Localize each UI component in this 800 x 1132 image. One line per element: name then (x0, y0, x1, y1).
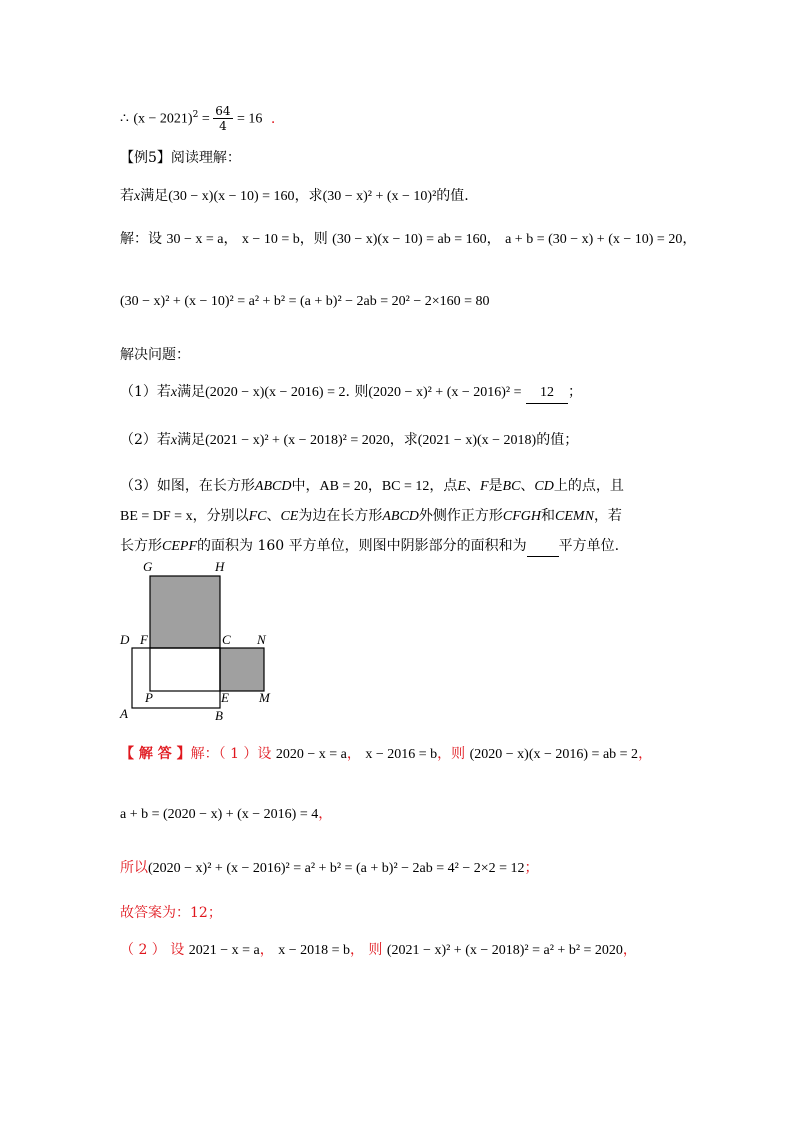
square-cemn-shaded (220, 648, 264, 691)
label-d: D (120, 632, 130, 647)
def-a: 2021 − x = a (188, 943, 260, 958)
problem-statement (120, 186, 469, 207)
text: ， (367, 478, 382, 494)
label-b: B (215, 708, 223, 723)
text: ， 则 (349, 942, 383, 958)
solution-line-2: (30 − x)² + (x − 10)² = a² + b² = (a + b)² − 2ab = 20² − 2×160 = 80 (120, 294, 490, 309)
text: 所以 (120, 860, 148, 876)
text: 满足 (140, 188, 169, 204)
fraction-numerator: 64 (215, 104, 231, 118)
seg-cd: CD (534, 479, 554, 494)
label-g: G (143, 559, 153, 574)
text: ， (486, 231, 501, 247)
text: ； (567, 384, 582, 400)
text: ，则 (437, 746, 466, 762)
target-expr: (30 − x)² + (x − 10)² (322, 189, 437, 204)
square-sum: (2021 − x)² + (x − 2018)² = a² + b² = 2020 (386, 943, 623, 958)
label-a: A (120, 706, 128, 721)
text: ，点 (429, 478, 458, 494)
text: 的面积为 160 平方单位，则图中阴影部分的面积和为 (197, 538, 527, 554)
text: 平方单位. (558, 538, 620, 554)
therefore-symbol: ∴ (120, 110, 129, 127)
condition: (2020 − x)(x − 2016) = 2 (205, 385, 346, 400)
text: 和 (541, 508, 556, 524)
sum-ab: a + b = (30 − x) + (x − 10) = 20 (505, 232, 683, 247)
geometry-figure (112, 556, 282, 726)
square-cemn: CEMN (555, 509, 594, 524)
ab-length: AB = 20 (319, 479, 368, 494)
product-ab: (30 − x)(x − 10) = ab = 160 (332, 232, 487, 247)
answer-line-1 (120, 744, 652, 765)
text: ，求 (294, 188, 323, 204)
text: ，求 (389, 432, 418, 448)
def-a: 2020 − x = a (275, 747, 347, 762)
question-3-line-2 (120, 506, 622, 527)
square-cfgh-shaded (150, 576, 220, 648)
derivation-line (120, 104, 275, 133)
answer-tag: 【 解 答 】 (120, 746, 191, 762)
answer-blank: 12 (526, 383, 568, 404)
end-dot: . (270, 110, 276, 127)
text: ， (638, 746, 653, 762)
def-b: x − 10 = b (241, 232, 300, 247)
text: （ 2 ） 设 (120, 942, 185, 958)
text: ， (682, 231, 697, 247)
answer-line-2 (120, 804, 332, 825)
text: 、 (520, 478, 535, 494)
text: ， (318, 806, 333, 822)
text: （1）若 (120, 384, 171, 400)
equals: = (198, 111, 214, 127)
var-x: x (170, 385, 178, 400)
text: 的值； (536, 432, 579, 448)
target-expr: (2020 − x)² + (x − 2016)² = (368, 385, 522, 400)
sum-ab: a + b = (2020 − x) + (x − 2016) = 4 (120, 807, 319, 822)
text: 外侧作正方形 (418, 508, 503, 524)
def-b: x − 2016 = b (365, 747, 438, 762)
text: ， (346, 746, 361, 762)
text: ，分别以 (192, 508, 249, 524)
text: . 则 (345, 384, 369, 400)
text: 是 (488, 478, 503, 494)
label-c: C (222, 632, 231, 647)
text: ， (223, 231, 238, 247)
fraction-denominator: 4 (219, 119, 227, 133)
point-e: E (457, 479, 466, 494)
seg-ce: CE (280, 509, 299, 524)
question-2 (120, 430, 578, 451)
answer-blank (527, 536, 559, 557)
text: ； (524, 860, 539, 876)
text: 的值. (436, 188, 469, 204)
answer-line-4: 故答案为：12； (120, 905, 222, 921)
answer-line-3 (120, 858, 539, 879)
text: ，若 (593, 508, 622, 524)
text: （3）如图，在长方形 (120, 478, 255, 494)
text: ，则 (299, 231, 328, 247)
exponent: 2 (192, 109, 199, 120)
label-f: F (140, 632, 148, 647)
question-1 (120, 382, 582, 404)
target-expr: (2021 − x)(x − 2018) (417, 433, 537, 448)
seg-fc: FC (248, 509, 267, 524)
text: 、 (465, 478, 480, 494)
square-cfgh: CFGH (502, 509, 542, 524)
solution-line-1 (120, 229, 696, 250)
label-p: P (145, 690, 153, 705)
questions-title: 解决问题： (120, 347, 190, 363)
expr-left: (x − 2021) (133, 111, 193, 127)
answer-line-5 (120, 940, 637, 961)
text: 满足 (177, 384, 206, 400)
rect-abcd: ABCD (254, 479, 292, 494)
text: 解：设 (120, 231, 162, 247)
text: ， (622, 942, 637, 958)
text: 满足 (177, 432, 206, 448)
def-b: x − 2018 = b (278, 943, 350, 958)
text: ， (259, 942, 274, 958)
text: 上的点，且 (553, 478, 624, 494)
final-expr: (2020 − x)² + (x − 2016)² = a² + b² = (a + b)² − 2ab = 4² − 2×2 = 12 (148, 861, 525, 876)
text: （2）若 (120, 432, 171, 448)
text: 若 (120, 188, 134, 204)
text: 为边在长方形 (298, 508, 383, 524)
label-n: N (257, 632, 266, 647)
var-x: x (134, 189, 141, 204)
seg-bc: BC (502, 479, 521, 494)
product-ab: (2020 − x)(x − 2016) = ab = 2 (469, 747, 639, 762)
text: 长方形 (120, 538, 162, 554)
condition: (2021 − x)² + (x − 2018)² = 2020 (205, 433, 390, 448)
label-h: H (215, 559, 225, 574)
question-3-line-1 (120, 476, 624, 497)
text: 、 (266, 508, 281, 524)
bc-length: BC = 12 (381, 479, 430, 494)
rect-cepf (150, 648, 220, 691)
condition: (30 − x)(x − 10) = 160 (168, 189, 295, 204)
be-df: BE = DF = x (120, 509, 193, 524)
text: 中， (291, 478, 320, 494)
question-3-line-3 (120, 536, 619, 557)
point-f: F (479, 479, 489, 494)
example-title: 【例5】阅读理解： (120, 150, 241, 166)
expr-right: = 16 (236, 111, 263, 127)
fraction (213, 104, 232, 133)
label-m: M (259, 690, 270, 705)
rect-cepf: CEPF (162, 539, 197, 554)
rect-abcd: ABCD (382, 509, 419, 524)
def-a: 30 − x = a (166, 232, 224, 247)
var-x: x (170, 433, 178, 448)
text: 解：（ 1 ）设 (190, 746, 272, 762)
label-e: E (221, 690, 229, 705)
